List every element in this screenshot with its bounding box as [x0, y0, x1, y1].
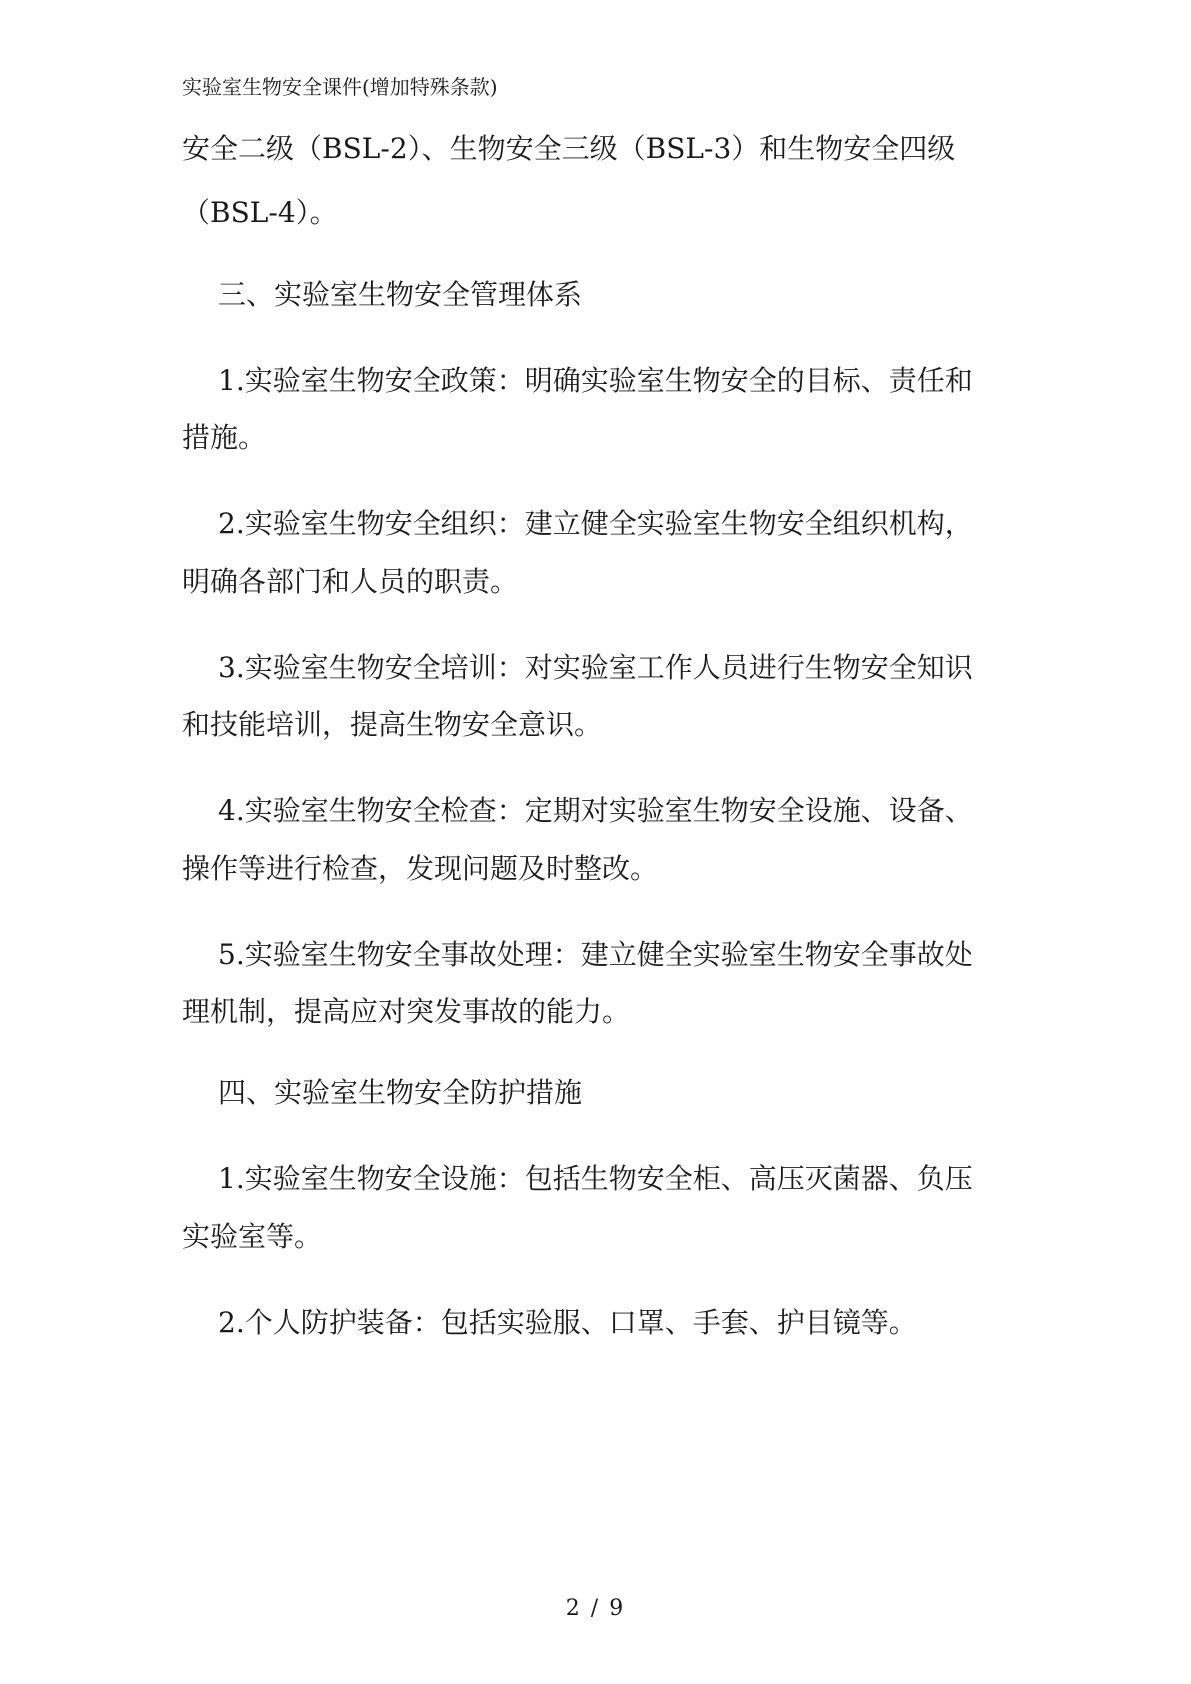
- paragraph-line: 操作等进行检查，发现问题及时整改。: [182, 852, 659, 885]
- page-header-title: 实验室生物安全课件(增加特殊条款): [182, 75, 498, 99]
- paragraph-line: 实验室等。: [182, 1220, 323, 1253]
- paragraph-line: 2.个人防护装备：包括实验服、口罩、手套、护目镜等。: [218, 1306, 917, 1339]
- paragraph-line: 1.实验室生物安全政策：明确实验室生物安全的目标、责任和: [218, 364, 973, 397]
- paragraph-line: 安全二级（BSL-2）、生物安全三级（BSL-3）和生物安全四级: [182, 132, 956, 165]
- section-heading-management-system: 三、实验室生物安全管理体系: [218, 278, 583, 311]
- paragraph-line: 1.实验室生物安全设施：包括生物安全柜、高压灭菌器、负压: [218, 1162, 973, 1195]
- paragraph-line: （BSL-4）。: [182, 196, 338, 229]
- paragraph-line: 理机制，提高应对突发事故的能力。: [182, 995, 631, 1028]
- page-number: 2 / 9: [565, 1596, 626, 1621]
- paragraph-line: 和技能培训，提高生物安全意识。: [182, 708, 603, 741]
- section-heading-protective-measures: 四、实验室生物安全防护措施: [218, 1076, 583, 1109]
- paragraph-line: 4.实验室生物安全检查：定期对实验室生物安全设施、设备、: [218, 794, 973, 827]
- paragraph-line: 措施。: [182, 421, 267, 454]
- paragraph-line: 5.实验室生物安全事故处理：建立健全实验室生物安全事故处: [218, 938, 973, 971]
- paragraph-line: 3.实验室生物安全培训：对实验室工作人员进行生物安全知识: [218, 651, 973, 684]
- paragraph-line: 明确各部门和人员的职责。: [182, 565, 519, 598]
- paragraph-line: 2.实验室生物安全组织：建立健全实验室生物安全组织机构，: [218, 507, 973, 540]
